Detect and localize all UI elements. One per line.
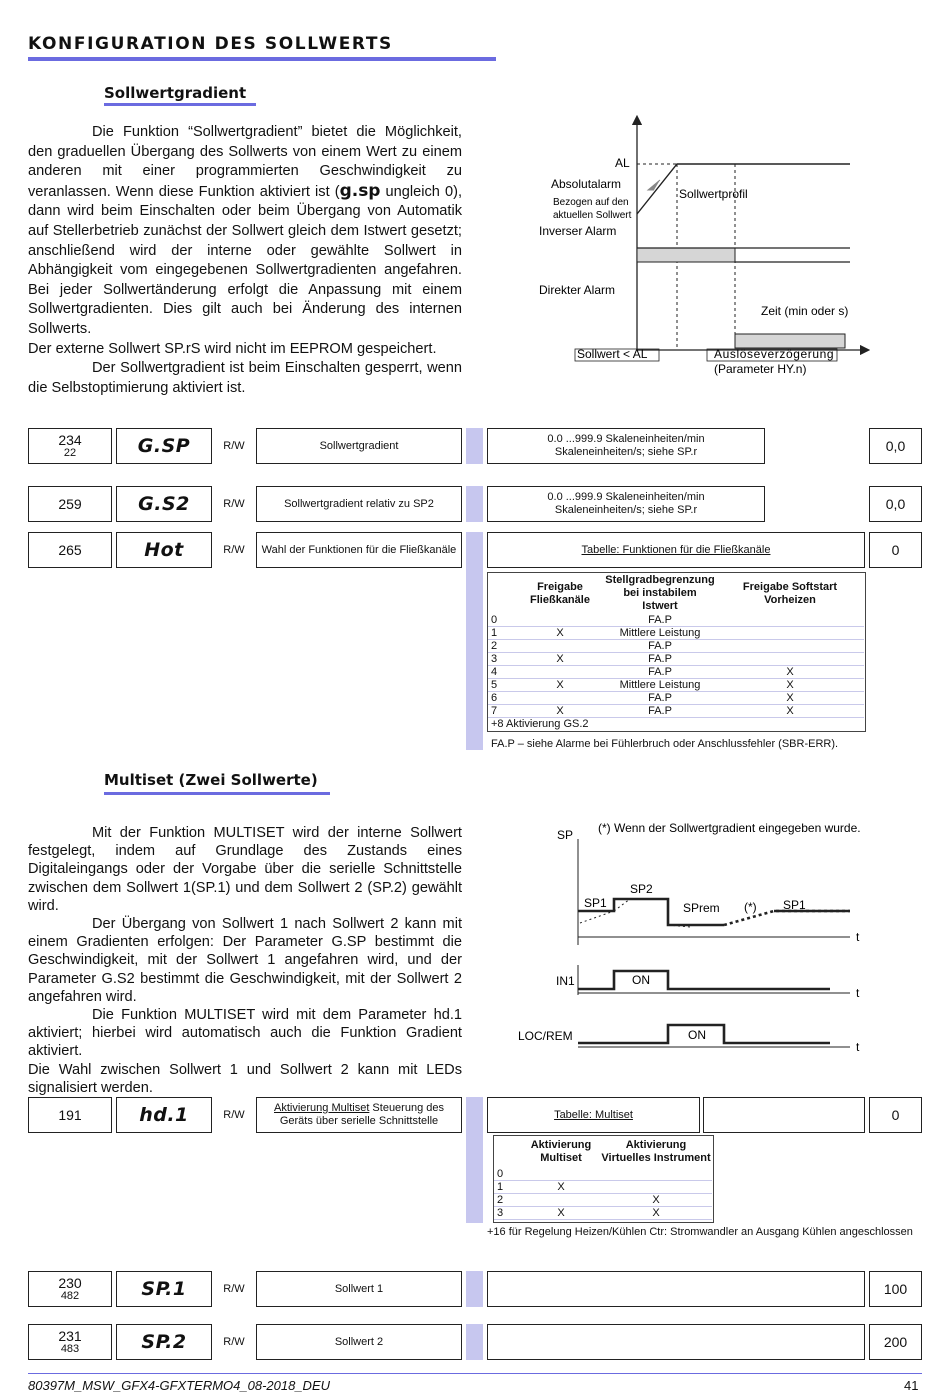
param-default: 0 bbox=[869, 1097, 922, 1133]
section-title-sollwertgradient: Sollwertgradient bbox=[104, 84, 247, 102]
table-cell: 3 bbox=[488, 653, 516, 666]
desc-underlined: Aktivierung Multiset bbox=[274, 1102, 370, 1114]
sollwertgradient-text bbox=[28, 123, 462, 398]
param-access: R/W bbox=[216, 532, 252, 568]
table-cell: Mittlere Leistung bbox=[604, 627, 716, 640]
table-cell: 0 bbox=[494, 1168, 522, 1181]
param-access: R/W bbox=[216, 1324, 252, 1360]
param-description: Sollwertgradient relativ zu SP2 bbox=[256, 486, 462, 522]
in1-trace bbox=[578, 971, 830, 989]
address-secondary: 483 bbox=[60, 1342, 80, 1355]
table-row bbox=[488, 614, 864, 627]
inverse-alarm-bar bbox=[637, 248, 735, 262]
table-cell: 1 bbox=[494, 1181, 522, 1194]
para-text: Die Wahl zwischen Sollwert 1 und Sollwert 2 kann mit LEDs signalisiert werden. bbox=[28, 1061, 462, 1096]
multiset-timing-diagram bbox=[510, 815, 890, 1055]
footer-line bbox=[28, 1373, 922, 1374]
label-zeit: Zeit (min oder s) bbox=[761, 304, 849, 318]
label-sp: SP bbox=[557, 828, 574, 842]
label-sprem: SPrem bbox=[683, 901, 720, 915]
param-address: 259 bbox=[28, 486, 112, 522]
table-cell bbox=[716, 640, 864, 653]
param-default: 0,0 bbox=[869, 486, 922, 522]
marker-bar bbox=[466, 428, 483, 464]
table-header: Aktivierung Multiset bbox=[530, 1139, 592, 1164]
para-text: Die Funktion “Sollwertgradient” bietet die Möglichkeit, den graduellen Übergang des Sollwerts von einem Wert zu einem anderen mit einer programmierten Geschwindigkeit zu veranlassen. Wenn diese Funktion aktiviert ist ( bbox=[28, 124, 462, 200]
table-cell: X bbox=[516, 705, 604, 718]
table-footnote: FA.P – siehe Alarme bei Fühlerbruch oder Anschlussfehler (SBR-ERR). bbox=[491, 738, 839, 750]
table-cell: FA.P bbox=[604, 614, 716, 627]
label-sollwert-al: Sollwert < AL bbox=[577, 347, 648, 361]
label-locrem: LOC/REM bbox=[518, 1029, 573, 1043]
label-t: t bbox=[856, 986, 860, 1000]
table-cell: 3 bbox=[494, 1207, 522, 1220]
param-range-table-link: Tabelle: Multiset bbox=[487, 1097, 700, 1133]
address-secondary: 22 bbox=[63, 446, 77, 459]
table-cell bbox=[516, 692, 604, 705]
table-cell bbox=[522, 1194, 600, 1207]
table-header: Freigabe Fließkanäle bbox=[530, 580, 590, 606]
label-sp1: SP1 bbox=[584, 896, 607, 910]
label-inverser-alarm: Inverser Alarm bbox=[539, 224, 617, 238]
table-header: Stellgradbegrenzung bei instabilem Istwert bbox=[605, 574, 715, 612]
label-on: ON bbox=[632, 973, 650, 987]
label-on: ON bbox=[688, 1028, 706, 1042]
table-cell: X bbox=[516, 679, 604, 692]
table-cell: 7 bbox=[488, 705, 516, 718]
table-row bbox=[488, 705, 864, 718]
table-cell: FA.P bbox=[604, 666, 716, 679]
label-al: AL bbox=[615, 156, 630, 170]
table-cell bbox=[600, 1181, 712, 1194]
address-main: 231 bbox=[58, 1327, 82, 1344]
table-cell: 5 bbox=[488, 679, 516, 692]
table-multiset bbox=[493, 1135, 714, 1223]
table-row bbox=[494, 1207, 712, 1220]
param-address bbox=[28, 428, 112, 464]
param-description: Sollwert 2 bbox=[256, 1324, 462, 1360]
param-range: 0.0 ...999.9 Skaleneinheiten/min Skaleneinheiten/s; siehe SP.r bbox=[487, 428, 765, 464]
param-default: 100 bbox=[869, 1271, 922, 1307]
para-text: Der Übergang von Sollwert 1 nach Sollwert 2 kann mit einem Gradienten erfolgen: Der Parameter G.SP bestimmt die Geschwindigkeit, mit der Sollwert 1 angefahren wird, und der Parameter G.S2 bestimmt die Geschwindigkeit, mit der Sollwert 2 angefahren wird. bbox=[28, 916, 462, 1005]
table-row bbox=[488, 679, 864, 692]
address-main: 234 bbox=[58, 431, 82, 448]
param-range bbox=[487, 1324, 865, 1360]
table-row bbox=[488, 692, 864, 705]
table-cell bbox=[716, 627, 864, 640]
marker-bar bbox=[466, 1097, 483, 1223]
address-main: 230 bbox=[58, 1274, 82, 1291]
param-access: R/W bbox=[216, 486, 252, 522]
label-t: t bbox=[856, 1040, 860, 1054]
table-cell: X bbox=[716, 705, 864, 718]
label-parameter-hyn: (Parameter HY.n) bbox=[714, 362, 807, 376]
para-text: Der Sollwertgradient ist beim Einschalten gesperrt, wenn die Selbstoptimierung aktiviert ist. bbox=[28, 360, 462, 396]
table-cell bbox=[516, 666, 604, 679]
param-address: 265 bbox=[28, 532, 112, 568]
label-ausloeseverzoegerung: Auslöseverzögerung bbox=[714, 347, 835, 361]
table-cell bbox=[600, 1168, 712, 1181]
param-range-table-link: Tabelle: Funktionen für die Fließkanäle bbox=[487, 532, 865, 568]
param-description bbox=[256, 1097, 462, 1133]
param-default: 0 bbox=[869, 532, 922, 568]
table-cell: 2 bbox=[494, 1194, 522, 1207]
table-cell: 1 bbox=[488, 627, 516, 640]
table-cell: X bbox=[716, 666, 864, 679]
label-note: (*) Wenn der Sollwertgradient eingegeben wurde. bbox=[598, 821, 861, 835]
param-access: R/W bbox=[216, 428, 252, 464]
label-sollwertprofil: Sollwertprofil bbox=[679, 187, 748, 201]
table-cell bbox=[522, 1168, 600, 1181]
param-inline-code: g.sp bbox=[339, 180, 381, 201]
table-row bbox=[488, 627, 864, 640]
param-default: 200 bbox=[869, 1324, 922, 1360]
para-text: Mit der Funktion MULTISET wird der interne Sollwert festgelegt, indem auf Grundlage des Zustands eines Digitaleingangs oder der Vorgabe über die serielle Schnittstelle zwischen dem Sollwert 1(SP.1) und dem Sollwert 2 (SP.2) gewählt wird. bbox=[28, 825, 462, 914]
table-cell: FA.P bbox=[604, 640, 716, 653]
section-underline bbox=[104, 103, 256, 106]
table-row bbox=[494, 1194, 712, 1207]
table-cell: FA.P bbox=[604, 653, 716, 666]
table-cell: X bbox=[600, 1207, 712, 1220]
title-underline bbox=[28, 57, 496, 61]
param-description: Wahl der Funktionen für die Fließkanäle bbox=[256, 532, 462, 568]
table-cell: 4 bbox=[488, 666, 516, 679]
table-header bbox=[488, 573, 516, 614]
label-bezogen: Bezogen auf den bbox=[553, 197, 629, 208]
table-cell: X bbox=[600, 1194, 712, 1207]
param-range bbox=[487, 1271, 865, 1307]
label-star: (*) bbox=[744, 900, 757, 914]
table-row bbox=[494, 1181, 712, 1194]
table-cell: 2 bbox=[488, 640, 516, 653]
param-address: 191 bbox=[28, 1097, 112, 1133]
table-cell: 6 bbox=[488, 692, 516, 705]
table-cell bbox=[516, 640, 604, 653]
multiset-text bbox=[28, 824, 462, 1097]
table-header: Freigabe Softstart Vorheizen bbox=[742, 580, 838, 606]
table-row bbox=[494, 1168, 712, 1181]
param-address bbox=[28, 1324, 112, 1360]
param-code: hd.1 bbox=[116, 1097, 212, 1133]
param-code: G.S2 bbox=[116, 486, 212, 522]
para-text: Der externe Sollwert SP.rS wird nicht im EEPROM gespeichert. bbox=[28, 340, 437, 357]
para-text: Die Funktion MULTISET wird mit dem Parameter hd.1 aktiviert; hierbei wird automatisch auch die Funktion Gradient aktiviert. bbox=[28, 1007, 462, 1060]
param-description: Sollwert 1 bbox=[256, 1271, 462, 1307]
marker-bar bbox=[466, 486, 483, 522]
table-cell: X bbox=[516, 627, 604, 640]
param-code: Hot bbox=[116, 532, 212, 568]
table-cell: X bbox=[516, 653, 604, 666]
section-title-multiset: Multiset (Zwei Sollwerte) bbox=[104, 771, 318, 789]
param-default: 0,0 bbox=[869, 428, 922, 464]
table-cell: FA.P bbox=[604, 705, 716, 718]
param-code: SP.1 bbox=[116, 1271, 212, 1307]
alarm-gradient-diagram bbox=[520, 112, 880, 382]
table-cell: X bbox=[716, 692, 864, 705]
param-access: R/W bbox=[216, 1097, 252, 1133]
direct-alarm-bar bbox=[735, 334, 845, 348]
param-address bbox=[28, 1271, 112, 1307]
param-access: R/W bbox=[216, 1271, 252, 1307]
table-cell bbox=[716, 653, 864, 666]
sp-gradient-trace bbox=[724, 911, 850, 925]
table-cell: FA.P bbox=[604, 692, 716, 705]
label-absolutalarm: Absolutalarm bbox=[551, 177, 622, 191]
para-text: ungleich 0), dann wird beim Einschalten oder beim Übergang von Automatik auf Stellerbetrieb zunächst der Sollwert gleich dem Istwert gesetzt; anschließend wird der interne oder gewählte Sollwert in Abhängigkeit vom eingegebenen Sollwertgradienten angefahren. Bei jeder Sollwertänderung erfolgt die Anpassung mit einem Sollwertgradienten. Dies gilt auch bei Änderung des internen Sollwerts. bbox=[28, 183, 462, 337]
marker-bar bbox=[466, 532, 483, 750]
param-code: SP.2 bbox=[116, 1324, 212, 1360]
marker-bar bbox=[466, 1324, 483, 1360]
table-row bbox=[488, 666, 864, 679]
table-cell: X bbox=[716, 679, 864, 692]
section-underline bbox=[104, 792, 330, 795]
label-direkter-alarm: Direkter Alarm bbox=[539, 283, 616, 297]
page-number: 41 bbox=[904, 1378, 919, 1393]
address-secondary: 482 bbox=[60, 1289, 80, 1302]
param-range: 0.0 ...999.9 Skaleneinheiten/min Skaleneinheiten/s; siehe SP.r bbox=[487, 486, 765, 522]
label-sp2: SP2 bbox=[630, 882, 653, 896]
table-hot bbox=[487, 572, 866, 732]
desc-text: Steuerung des Geräts über serielle Schnittstelle bbox=[279, 1102, 444, 1127]
table-footnote: +16 für Regelung Heizen/Kühlen Ctr: Stromwandler an Ausgang Kühlen angeschlossen bbox=[487, 1226, 913, 1238]
table-row bbox=[488, 640, 864, 653]
table-cell: 0 bbox=[488, 614, 516, 627]
table-cell bbox=[516, 614, 604, 627]
param-description: Sollwertgradient bbox=[256, 428, 462, 464]
page-title: KONFIGURATION DES SOLLWERTS bbox=[28, 34, 393, 54]
table-cell bbox=[716, 614, 864, 627]
table-cell: Mittlere Leistung bbox=[604, 679, 716, 692]
label-aktuellen-sollwert: aktuellen Sollwert bbox=[553, 210, 632, 221]
table-note: +8 Aktivierung GS.2 bbox=[491, 718, 589, 730]
footer-doc-id: 80397M_MSW_GFX4-GFXTERMO4_08-2018_DEU bbox=[28, 1378, 331, 1393]
label-t: t bbox=[856, 930, 860, 944]
table-row bbox=[488, 653, 864, 666]
table-header: Aktivierung Virtuelles Instrument bbox=[601, 1139, 711, 1164]
marker-bar bbox=[466, 1271, 483, 1307]
table-cell: X bbox=[522, 1181, 600, 1194]
label-in1: IN1 bbox=[556, 974, 575, 988]
empty-cell bbox=[703, 1097, 865, 1133]
param-code: G.SP bbox=[116, 428, 212, 464]
table-header bbox=[494, 1136, 522, 1168]
table-cell: X bbox=[522, 1207, 600, 1220]
label-sp1: SP1 bbox=[783, 898, 806, 912]
